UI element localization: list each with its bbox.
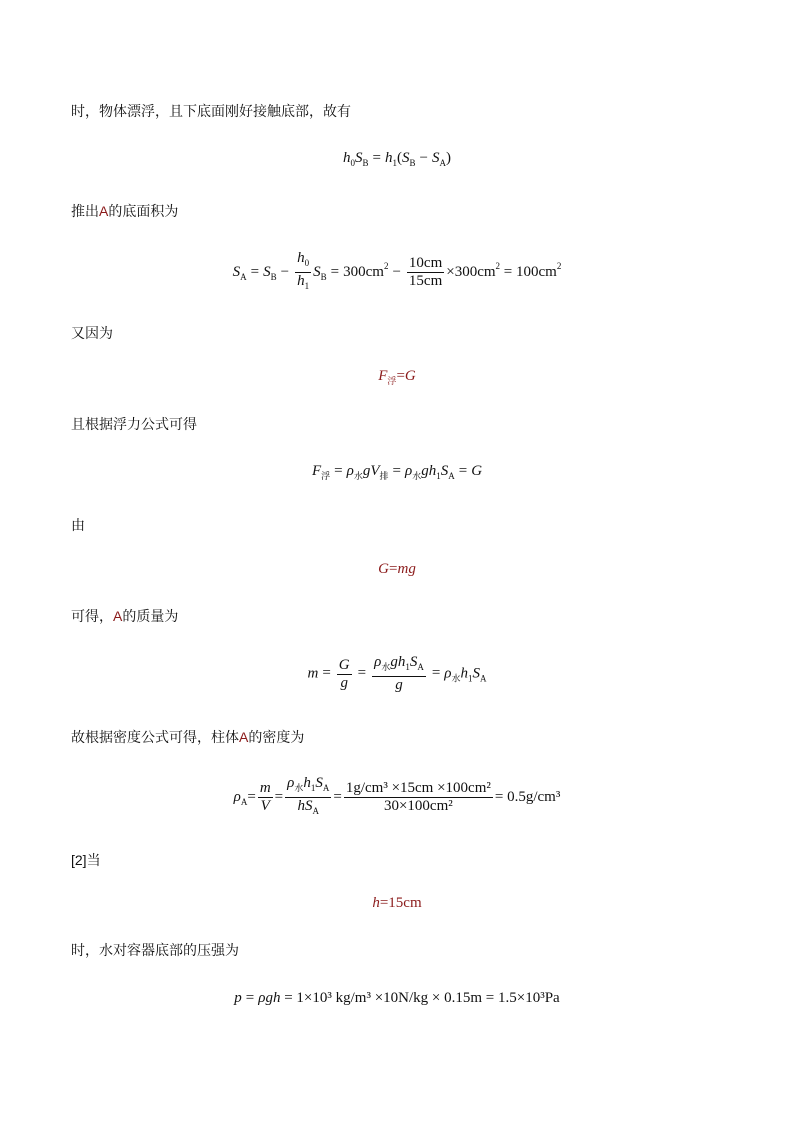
density-denominator: 30×100cm²	[383, 798, 453, 814]
text-line-6	[71, 606, 178, 626]
text-line-7-c: 的密度为	[248, 729, 305, 745]
equation-weight: G=mg	[378, 561, 416, 577]
text-line-7	[71, 727, 304, 747]
text-line-4: 且根据浮力公式可得	[71, 416, 197, 432]
text-line-6-c: 的质量为	[122, 608, 179, 624]
area-mid: ×300cm	[446, 263, 496, 280]
fraction-mass: $\frac{\rho_水gh_1S_A}{g}$	[374, 654, 424, 693]
text-line-5: 由	[71, 517, 85, 533]
fraction-h0-h1: $\frac{h_0}{h_1}$	[297, 250, 310, 291]
fraction-m-over-v: $\frac{m}{V}$	[259, 780, 271, 814]
fraction-density-symbolic: $\frac{\rho_水h_1S_A}{hS_A}$	[287, 775, 330, 816]
text-line-8: [2]当	[71, 852, 101, 868]
area-value-1: 300cm	[343, 263, 384, 280]
text-line-6-a: 可得，	[71, 608, 113, 624]
text-line-2	[71, 201, 178, 221]
text-line-7-a: 故根据密度公式可得，柱体	[71, 729, 239, 745]
text-line-2-a: 推出	[71, 203, 99, 219]
text-line-2-b: A	[99, 203, 109, 219]
equation-buoyancy: $F_浮 = \rho_水gV_排 = \rho_水gh_1S_A = G$	[311, 463, 483, 481]
area-result: = 100cm	[503, 263, 557, 280]
fraction-10-15	[407, 255, 444, 290]
equation-area-a: $S_A = S_B$ − $\frac{h_0}{h_1}$ $S_B = 300cm^2$ − $\frac{10cm}{15cm}$ $\times 300cm^2 = 100cm^2$	[0, 250, 794, 295]
text-line-6-b: A	[113, 608, 123, 624]
text-line-7-b: A	[239, 729, 249, 745]
h-value: =15cm	[379, 895, 422, 911]
equation-mass: m = $\frac{G}{g}$ = $\frac{\rho_水gh_1S_A}{g}$ = $\rho_水h_1S_A$	[307, 654, 487, 693]
fraction-g-over-g: $\frac{G}{g}$	[338, 656, 350, 691]
density-result: = 0.5g/cm³	[494, 788, 561, 805]
text-line-1: 时，物体漂浮，且下底面刚好接触底部，故有	[71, 103, 351, 119]
fraction-num: 10cm	[408, 255, 443, 271]
text-line-2-c: 的底面积为	[108, 203, 179, 219]
equation-density: $\rho_A=$ $\frac{m}{V}$ = $\frac{\rho_水h_1S_A}{hS_A}$ = $\frac{\text{1g/cm³ ×15cm ×100cm²}}{\text{30×100cm²}}$ = 0.5g/cm³	[0, 775, 794, 820]
equation-volume-balance: $h_0S_B = h_1(S_B - S_A)$	[343, 150, 451, 168]
text-line-3: 又因为	[71, 325, 113, 341]
text-line-9: 时，水对容器底部的压强为	[71, 942, 239, 958]
equation-float-equals-g: $F_浮=G$	[378, 368, 416, 386]
fraction-density-numeric	[344, 780, 493, 815]
pressure-rhs: = 1×10³ kg/m³ ×10N/kg × 0.15m = 1.5×10³Pa	[284, 990, 560, 1006]
fraction-den: 15cm	[408, 273, 443, 289]
equation-h-15cm: h=15cm	[372, 895, 422, 911]
density-numerator: 1g/cm³ ×15cm ×100cm²	[345, 780, 491, 796]
equation-pressure: p = ρgh = 1×10³ kg/m³ ×10N/kg × 0.15m = 1.5×10³Pa	[234, 990, 560, 1006]
